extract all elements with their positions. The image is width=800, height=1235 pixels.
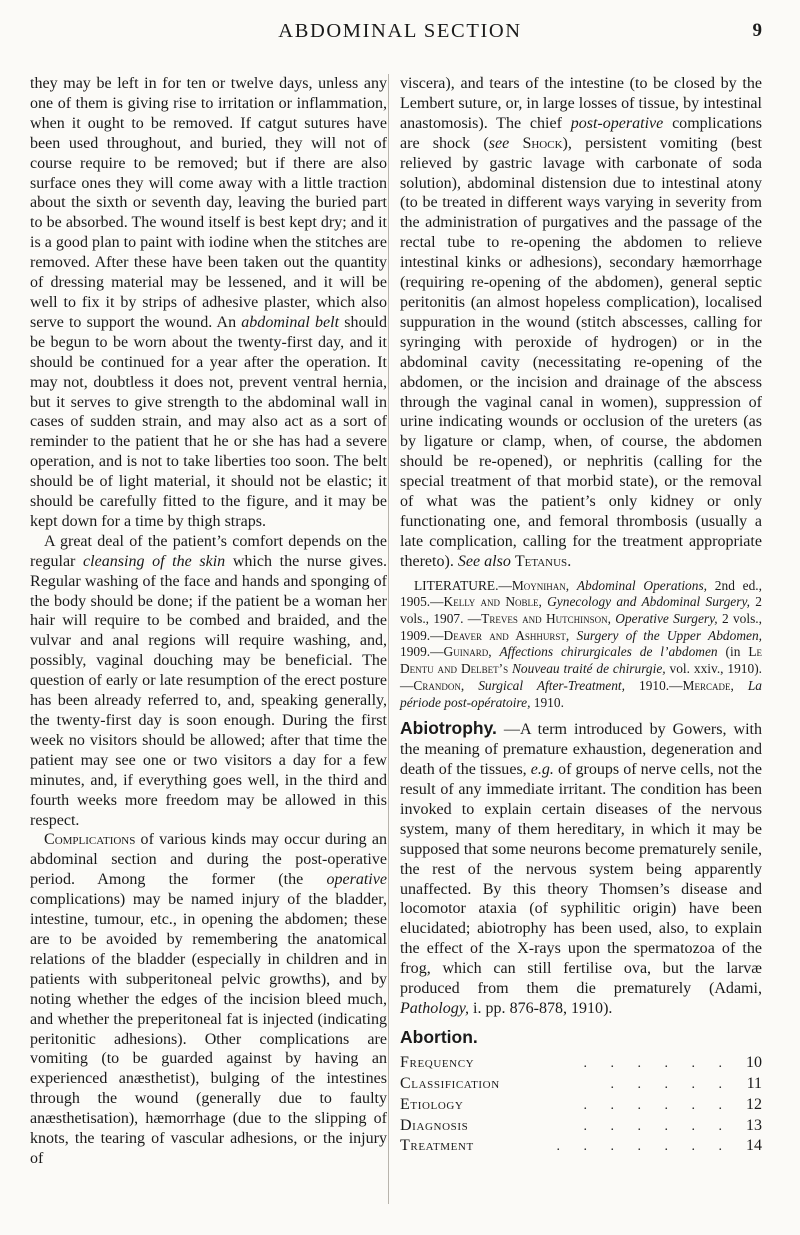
see-also-reference: See also [457,552,511,570]
toc-leader: . . . . . . [583,1118,732,1134]
text: they may be left in for ten or twelve days, unless any one of them is giving rise to irritation or inflammation, when it ought to be removed. If catgut sutures have been used throughout, and buried, they will not of course require to be removed; but if there are also surface ones they will come away with a little traction about the sixth or seventh day, leaving the buried part to be absorbed. The wound itself is best kept dry; and it is a good plan to paint with iodine when the stitches are removed. After these have been taken out the quantity of dressing material may be lessened, and it will be well to fix it by strips of adhesive plaster, which also serve to support the wound. An [30,75,387,331]
toc-row[interactable] [400,1074,762,1095]
paragraph-complications [30,830,387,1168]
ref-detail: 2 vols., 1907. — [400,594,762,627]
text: of groups of nerve cells, not the result of any immediate irritant. The condition has been invoked to explain certain diseases of the nervous system, many of them hereditary, in which it may be supposed that some neurons become prematurely senile, the rest of the nervous system being apparently unaffected. By this theory Thomsen’s disease and locomotor ataxia (of syphilitic origin) have been elucidated; abiotrophy has been used, also, to explain the effect of the X-rays upon the spermatozoa of the frog, which can still fertilise ova, but the larvæ produced from them die prematurely (Adami, [400,761,762,998]
author: Guinard, [443,644,492,660]
see-reference: see [488,134,510,152]
ref-detail: vol. xxiv., 1910). — [400,661,762,693]
entry-heading-abiotrophy: Abiotrophy. [400,718,497,739]
cross-reference-shock[interactable]: Shock [522,134,563,152]
right-column [400,74,762,1157]
title: La période post-opératoire, [400,677,762,710]
toc-row[interactable] [400,1136,762,1157]
emphasis: cleansing of the skin [83,552,226,570]
title: Surgery of the Upper Abdomen, [576,627,762,643]
toc-row[interactable] [400,1095,762,1116]
running-head: ABDOMINAL SECTION [278,20,522,42]
literature-references [400,578,762,712]
text: viscera), and tears of the intestine (to be closed by the Lembert suture, or, in large losses of tissue, by intestinal anastomosis). The chief [400,75,762,132]
toc-leader: . . . . . . [583,1055,732,1071]
author: Treves and Hutchinson, [481,611,611,627]
author: Deaver and Ashhurst, [443,627,570,643]
toc-row[interactable] [400,1116,762,1137]
title: Surgical After-Treatment, [478,677,625,693]
ref-detail: 1909.— [400,644,444,660]
toc-leader: . . . . . [610,1076,732,1092]
emphasis: post-operative [570,114,664,132]
toc-label: Treatment [400,1137,474,1155]
toc-label: Classification [400,1074,500,1092]
author: Mercade, [682,677,734,693]
entry-heading-abortion: Abortion. [400,1026,478,1047]
title: Operative Surgery, [615,611,718,627]
emphasis: operative [326,871,387,889]
toc-page-number: 14 [745,1137,762,1155]
toc-page-number: 12 [745,1095,762,1113]
small-caps-term: Complications [44,831,136,849]
ref-detail: 2 vols., 1909.— [400,611,762,643]
text: i. pp. 876-878, 1910). [473,999,613,1017]
toc-page-number: 13 [745,1116,762,1134]
title: Gynecology and Abdominal Surgery, [547,594,751,610]
emphasis: Pathology, [400,999,470,1017]
author: Le Dentu and Delbet’s [400,644,762,677]
text: A great deal of the patient’s comfort depends on the regular [30,532,387,570]
paragraph-postoperative: viscera), and tears of the intestine (to be closed by the Lembert suture, or, in large losses of tissue, by intestinal anastomosis). The chief post-operative complications are shock (see Shock), persistent vomiting (best relieved by gastric lavage with carbonate of soda solution), abdominal distension due to intestinal atony (to be treated in different ways varying in severity from the administration of purgatives and the passage of the rectal tube to re-opening the abdomen to relieve intestinal kinks or adhesions), secondary hæmorrhage (requiring re-opening of the abdomen), general septic peritonitis (an almost hopeless complication), localised suppuration in the wound (stitch abscesses, calling for syringing with peroxide of hydrogen) or in the abdominal cavity (necessitating re-opening of the abdomen, or the incision and drainage of the abscess through the vaginal canal in women), suppression of urine indicating wounds or occlusion of the ureters (as by ligature or clamp, when, of course, the abdomen should be re-opened), or nephritis (calling for the special treatment of that morbid state), or the removal of what was the patient’s only kidney or only functionating one, and femoral thrombosis (usually a late complication, calling for the treatment appropriate thereto). See also Tetanus. [400,75,762,570]
toc-row[interactable] [400,1053,762,1074]
toc-page-number: 10 [745,1053,762,1071]
toc-label: Etiology [400,1095,464,1113]
author: Kelly and Noble, [443,594,542,610]
title: Affections chirurgicales de l’abdomen [499,644,718,660]
left-column [30,74,387,1169]
toc-label: Frequency [400,1053,475,1071]
author: Crandon, [413,677,465,693]
toc-leader: . . . . . . . [556,1139,732,1155]
page-header [30,20,770,48]
text: of various kinds may occur during an abdominal section and during the post-operative period. Among the former (the [30,831,387,889]
toc-page-number: 11 [746,1074,762,1092]
cross-reference-tetanus[interactable]: Tetanus [514,552,568,570]
text: ), persistent vomiting (best relieved by gastric lavage with carbonate of soda solution), abdominal distension due to intestinal atony (to be treated in different ways varying in severity from the administration of purgatives and the passage of the rectal tube to re-opening the abdomen to relieve intestinal kinks or adhesions), secondary hæmorrhage (requiring re-opening of the abdomen), general septic peritonitis (an almost hopeless complication), localised suppuration in the wound (stitch abscesses, calling for syringing with peroxide of hydrogen) or in the abdominal cavity (necessitating re-opening of the abdomen, or the incision and drainage of the abscess through the vaginal canal in women), suppression of urine indicating wounds or occlusion of the ureters (as by ligature or clamp, when, of course, the abdomen should be re-opened), or nephritis (calling for the special treatment of that morbid state), or the removal of what was the patient’s only kidney or only functionating one, and femoral thrombosis (usually a late complication, calling for the treatment appropriate thereto). [400,134,762,570]
page-number: 9 [752,20,762,41]
toc-label: Diagnosis [400,1116,469,1134]
title: Abdominal Operations, [576,577,708,593]
column-divider [388,74,389,1204]
emphasis: abdominal belt [241,313,340,331]
abortion-contents [400,1053,762,1158]
entry-abiotrophy [400,719,762,1019]
paragraph-cleansing [30,532,387,831]
emphasis: e.g. [530,761,554,779]
text: should be begun to be worn about the twenty-first day, and it should be continued for a year after the operation. It may not, doubtless it does not, prevent ventral hernia, but it serves to give strength to the abdominal wall in cases of sudden strain, and may also act as a sort of reminder to the patient that he or she has had a severe operation, and is not to take liberties too soon. The belt should be of light material, it should not be elastic; it should be carefully fitted to the figure, and it may be kept down for a time by thigh straps. [30,313,387,530]
text: —A term introduced by Gowers, with the meaning of premature exhaustion, degeneration and death of the tissues, [400,721,762,779]
toc-leader: . . . . . . [583,1097,732,1113]
paragraph-dressing [30,74,387,532]
author: —Moynihan, [498,577,570,593]
literature-label: LITERATURE. [414,577,499,593]
ref-detail: (in [725,644,741,660]
title: Nouveau traité de chirurgie, [512,661,666,677]
ref-detail: 1910.— [639,677,683,693]
ref-detail: 1910. [533,694,564,710]
text: which the nurse gives. Regular washing of the face and hands and sponging of the body should be done; if the patient be a woman her hair will require to be combed and braided, and the vulvar and anal regions will require washing, and, possibly, vaginal douching may be beneficial. The question of early or late resumption of the erect posture has been already referred to, and, speaking generally, the twenty-first day is soon enough. During the first week no visitors should be allowed; after that time the patient may see one or two visitors a day for a few minutes, and, if everything goes well, in the third and fourth weeks more freedom may be allowed in this respect. [30,552,388,829]
ref-detail: 2nd ed., 1905.— [400,577,762,610]
text: complications) may be named injury of the bladder, intestine, tumour, etc., in opening the abdomen; these are to be avoided by remembering the anatomical relations of the bladder (especially in children and in patients with subperitoneal pelvic growths), and by noting whether the edges of the incision bleed much, and whether the preperitoneal fat is injected (indicating peritonitic adhesions). Other complications are vomiting (to be guarded against by having an experienced anæsthetist), bulging of the intestines through the wound (generally due to faulty anæsthetisation), hæmorrhage (due to the slipping of knots, the tearing of vascular adhesions, or the injury of [30,891,387,1167]
text: complications are shock ( [400,114,762,152]
